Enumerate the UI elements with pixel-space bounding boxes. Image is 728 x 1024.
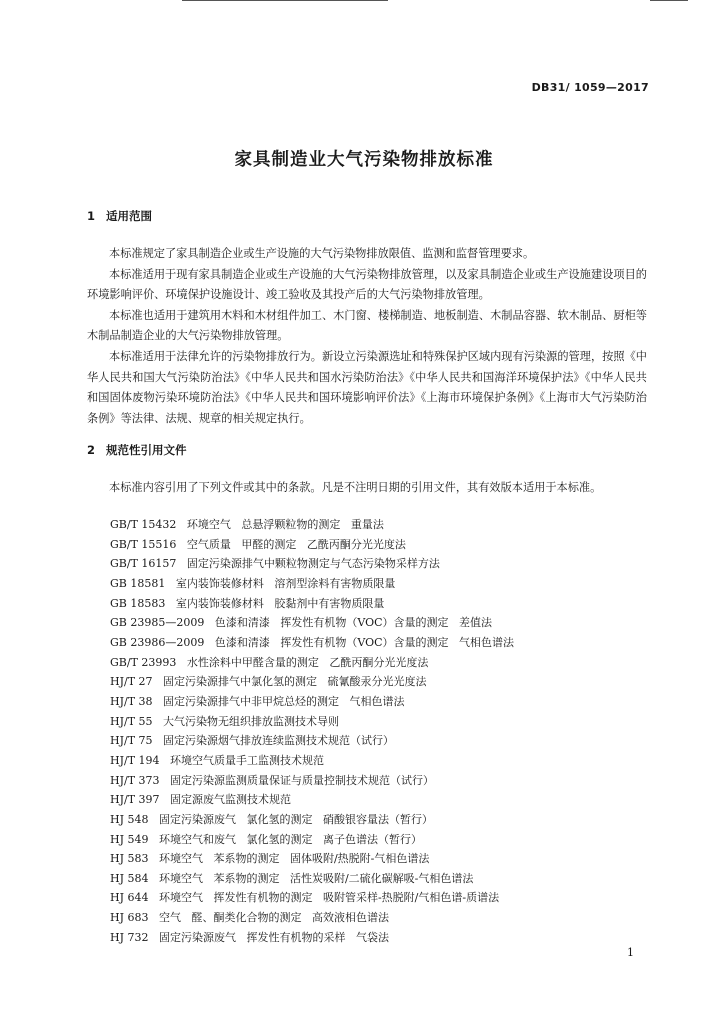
reference-item: HJ/T 397 固定源废气监测技术规范 (110, 793, 292, 807)
reference-item: HJ 548 固定污染源废气 氯化氢的测定 硝酸银容量法（暂行） (110, 812, 433, 826)
section-2-heading (87, 442, 187, 458)
paragraph: 本标准适用于法律允许的污染物排放行为。新设立污染源选址和特殊保护区域内现有污染源的管理，按照《中华人民共和国大气污染防治法》《中华人民共和国水污染防治法》《中华人民共和国海洋环境保护法》《中华人民共和国固体废物污染环境防治法》《中华人民共和国环境影响评价法》《上海市环境保护条例》《上海市大气污染防治条例》等法律、法规、规章的相关规定执行。 (87, 350, 647, 425)
reference-item: GB 18581 室内装饰装修材料 溶剂型涂料有害物质限量 (110, 576, 396, 590)
paragraph: 本标准内容引用了下列文件或其中的条款。凡是不注明日期的引用文件，其有效版本适用于本标准。 (109, 481, 602, 494)
reference-item: HJ 584 环境空气 苯系物的测定 活性炭吸附/二硫化碳解吸-气相色谱法 (110, 871, 474, 885)
reference-item: HJ/T 75 固定污染源烟气排放连续监测技术规范（试行） (110, 734, 395, 748)
section-title: 适用范围 (106, 209, 152, 223)
reference-item: GB/T 23993 水性涂料中甲醛含量的测定 乙酰丙酮分光光度法 (110, 655, 429, 669)
reference-item: GB 23985—2009 色漆和清漆 挥发性有机物（VOC）含量的测定 差值法 (110, 616, 493, 630)
reference-item: HJ/T 373 固定污染源监测质量保证与质量控制技术规范（试行） (110, 773, 435, 787)
reference-item: HJ 583 环境空气 苯系物的测定 固体吸附/热脱附-气相色谱法 (110, 852, 430, 866)
reference-item: HJ/T 194 环境空气质量手工监测技术规范 (110, 753, 325, 767)
reference-item: HJ 683 空气 醛、酮类化合物的测定 高效液相色谱法 (110, 911, 389, 925)
document-number: DB31/ 1059—2017 (531, 81, 649, 94)
section-number: 2 (87, 443, 96, 457)
page-number: 1 (627, 946, 634, 959)
section-title: 规范性引用文件 (106, 443, 187, 457)
paragraph: 本标准规定了家具制造企业或生产设施的大气污染物排放限值、监测和监督管理要求。 (109, 247, 535, 260)
reference-item: HJ 732 固定污染源废气 挥发性有机物的采样 气袋法 (110, 930, 389, 944)
paragraph: 本标准适用于现有家具制造企业或生产设施的大气污染物排放管理，以及家具制造企业或生产设施建设项目的环境影响评价、环境保护设施设计、竣工验收及其投产后的大气污染物排放管理。 (87, 267, 647, 302)
reference-item: HJ 644 环境空气 挥发性有机物的测定 吸附管采样-热脱附/气相色谱-质谱法 (110, 891, 500, 905)
reference-item: HJ/T 27 固定污染源排气中氯化氢的测定 硫氰酸汞分光光度法 (110, 675, 427, 689)
reference-item: GB 23986—2009 色漆和清漆 挥发性有机物（VOC）含量的测定 气相色谱法 (110, 635, 515, 649)
reference-item: HJ/T 38 固定污染源排气中非甲烷总烃的测定 气相色谱法 (110, 694, 405, 708)
top-rule-right (650, 0, 688, 1)
section-number: 1 (87, 209, 96, 223)
reference-item: GB 18583 室内装饰装修材料 胶黏剂中有害物质限量 (110, 596, 385, 610)
reference-item: GB/T 15432 环境空气 总悬浮颗粒物的测定 重量法 (110, 518, 384, 531)
reference-item: HJ/T 55 大气污染物无组织排放监测技术导则 (110, 714, 340, 728)
reference-item: HJ 549 环境空气和废气 氯化氢的测定 离子色谱法（暂行） (110, 832, 422, 846)
page-title: 家具制造业大气污染物排放标准 (234, 150, 494, 170)
section-1-heading (87, 208, 152, 224)
top-rule-left (182, 0, 388, 1)
paragraph: 本标准也适用于建筑用木料和木材组件加工、木门窗、楼梯制造、地板制造、木制品容器、软木制品、厨柜等木制品制造企业的大气污染物排放管理。 (87, 308, 647, 343)
reference-list (110, 515, 514, 947)
reference-item: GB/T 16157 固定污染源排气中颗粒物测定与气态污染物采样方法 (110, 557, 440, 571)
reference-item: GB/T 15516 空气质量 甲醛的测定 乙酰丙酮分光光度法 (110, 537, 406, 551)
